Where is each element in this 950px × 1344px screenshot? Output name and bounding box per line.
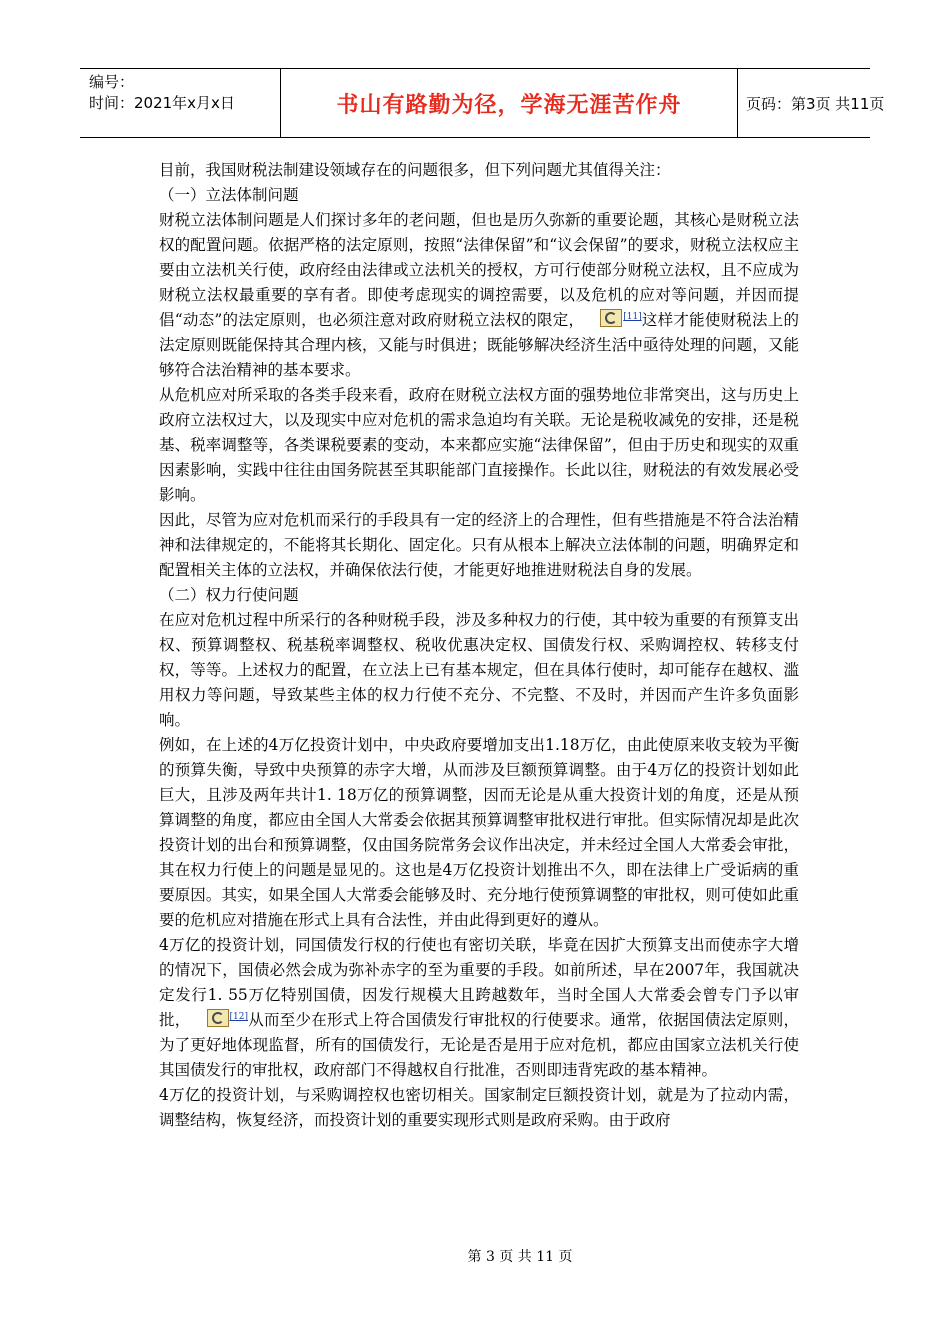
- header-left-cell: [80, 69, 281, 137]
- paragraph: 目前，我国财税法制建设领域存在的问题很多，但下列问题尤其值得关注：: [159, 161, 671, 179]
- number-label: 编号：: [89, 73, 135, 91]
- paragraph: 4万亿的投资计划，与采购调控权也密切相关。国家制定巨额投资计划，就是为了拉动内需，调整结构，恢复经济，而投资计划的重要实现形式则是政府采购。由于政府: [159, 1086, 799, 1129]
- paragraph-text: 财税立法体制问题是人们探讨多年的老问题，但也是历久弥新的重要论题，其核心是财税立法权的配置问题。依据严格的法定原则，按照“法律保留”和“议会保留”的要求，财税立法权应主要由立法机关行使，政府经由法律或立法机关的授权，方可行使部分财税立法权，且不应成为财税立法权最重要的享有者。即使考虑现实的调控需要，以及危机的应对等问题，并因而提倡“动态”的法定原则，也必须注意对政府财税立法权的限定，: [159, 211, 799, 329]
- header-motto-cell: [281, 69, 738, 137]
- paragraph: [159, 208, 799, 383]
- paragraph: 例如，在上述的4万亿投资计划中，中央政府要增加支出1.18万亿，由此使原来收支较为平衡的预算失衡，导致中央预算的赤字大增，从而涉及巨额预算调整。由于4万亿的投资计划如此巨大，且涉及两年共计1. 18万亿的预算调整，因而无论是从重大投资计划的角度，还是从预算调整的角度，都应由全国人大常委会依据其预算调整审批权进行审批。但实际情况却是此次投资计划的出台和预算调整，仅由国务院常务会议作出决定，并未经过全国人大常委会审批，其在权力行使上的问题是显见的。这也是4万亿投资计划推出不久，即在法律上广受诟病的重要原因。其实，如果全国人大常委会能够及时、充分地行使预算调整的审批权，则可使如此重要的危机应对措施在形式上具有合法性，并由此得到更好的遵从。: [159, 736, 799, 929]
- citation-ref[interactable]: [12]: [229, 1011, 248, 1022]
- paragraph: 在应对危机过程中所采行的各种财税手段，涉及多种权力的行使，其中较为重要的有预算支出权、预算调整权、税基税率调整权、税收优惠决定权、国债发行权、采购调控权、转移支付权，等等。上述权力的配置，在立法上已有基本规定，但在具体行使时，却可能存在越权、滥用权力等问题，导致某些主体的权力行使不充分、不完整、不及时，并因而产生许多负面影响。: [159, 611, 799, 729]
- paragraph-text: 这样才能使财税法上的法定原则既能保持其合理内核，又能与时俱进；既能够解决经济生活中亟待处理的问题，又能够符合法治精神的基本要求。: [159, 311, 799, 379]
- date-label: 时间：2021年x月x日: [89, 94, 235, 112]
- page-footer: [0, 1246, 950, 1266]
- page-header: [80, 68, 885, 138]
- page-info: 页码：第3页 共11页: [746, 94, 885, 113]
- citation-icon[interactable]: [207, 1009, 229, 1027]
- paragraph: 从危机应对所采取的各类手段来看，政府在财税立法权方面的强势地位非常突出，这与历史上政府立法权过大，以及现实中应对危机的需求急迫均有关联。无论是税收减免的安排，还是税基、税率调整等，各类课税要素的变动，本来都应实施“法律保留”，但由于历史和现实的双重因素影响，实践中往往由国务院甚至其职能部门直接操作。长此以往，财税法的有效发展必受影响。: [159, 386, 799, 504]
- section-heading: （二）权力行使问题: [159, 586, 299, 604]
- citation-icon[interactable]: [600, 309, 622, 327]
- citation-ref[interactable]: [11]: [623, 311, 642, 322]
- paragraph: [159, 933, 799, 1083]
- paragraph: 因此，尽管为应对危机而采行的手段具有一定的经济上的合理性，但有些措施是不符合法治精神和法律规定的，不能将其长期化、固定化。只有从根本上解决立法体制的问题，明确界定和配置相关主体的立法权，并确保依法行使，才能更好地推进财税法自身的发展。: [159, 511, 799, 579]
- footer-page-number: 第 3 页 共 11 页: [467, 1249, 573, 1265]
- paragraph-text: 4万亿的投资计划，同国债发行权的行使也有密切关联，毕竟在因扩大预算支出而使赤字大增的情况下，国债必然会成为弥补赤字的至为重要的手段。如前所述，早在2007年，我国就决定发行1. 55万亿特别国债，因发行规模大且跨越数年，当时全国人大常委会曾专门予以审批，: [159, 936, 799, 1029]
- motto: 书山有路勤为径，学海无涯苦作舟: [336, 92, 682, 118]
- document-body: [159, 158, 799, 1133]
- section-heading: （一）立法体制问题: [159, 186, 299, 204]
- paragraph-text: 从而至少在形式上符合国债发行审批权的行使要求。通常，依据国债法定原则，为了更好地体现监督，所有的国债发行，无论是否是用于应对危机，都应由国家立法机关行使其国债发行的审批权，政府部门不得越权自行批准，否则即违背宪政的基本精神。: [159, 1011, 799, 1079]
